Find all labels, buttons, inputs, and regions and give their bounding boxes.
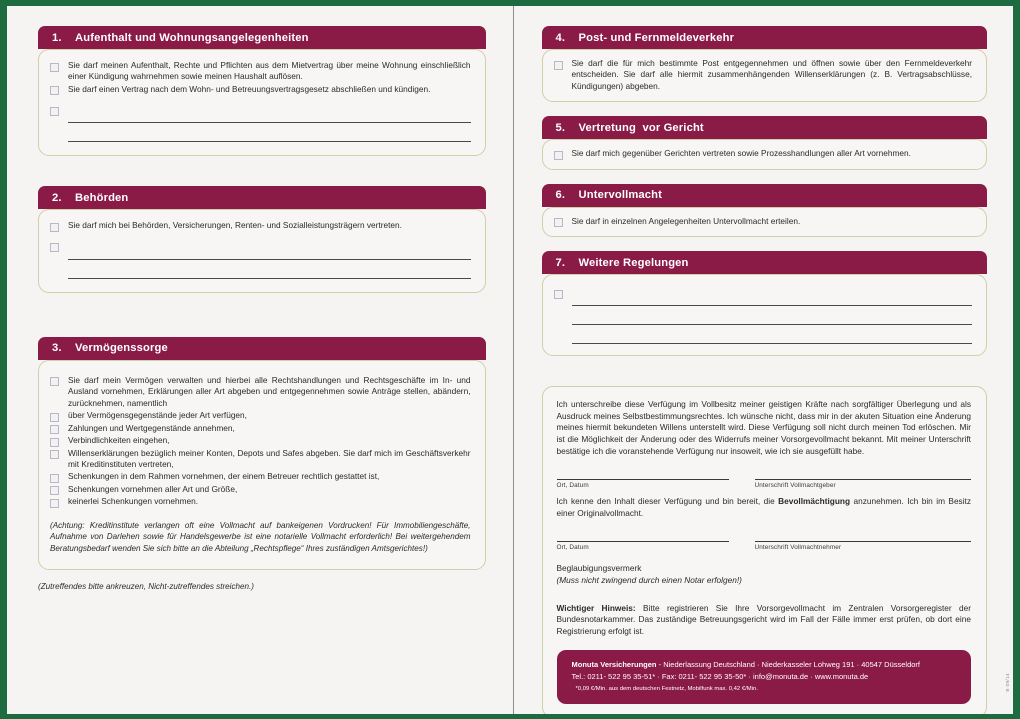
checkbox-label: keinerlei Schenkungen vornehmen.	[68, 496, 199, 507]
spacer	[542, 237, 988, 251]
brand-company: Monuta Versicherungen	[571, 660, 657, 670]
checkbox-row[interactable]	[50, 423, 471, 435]
brand-contact: Tel.: 0211- 522 95 35-51* · Fax: 0211- 522 95 35-50* · info@monuta.de · www.monuta.de	[571, 672, 869, 682]
checkbox[interactable]	[50, 377, 59, 386]
section-1-title: Aufenthalt und Wohnungsangelegenheiten	[75, 31, 309, 44]
section-2-card	[38, 209, 486, 293]
section-2-header	[38, 186, 486, 209]
checkbox[interactable]	[554, 151, 563, 160]
checkbox-label: Sie darf einen Vertrag nach dem Wohn- und Betreuungsvertragsgesetz abschließen und kündigen.	[68, 83, 431, 94]
edge-code: B 09/14	[1005, 673, 1010, 692]
signature-label: Unterschrift Vollmachtgeber	[754, 482, 836, 490]
section-5-title: Vertretung vor Gericht	[578, 121, 704, 134]
certification-note: (Muss nicht zwingend durch einen Notar erfolgen!)	[556, 574, 742, 585]
section-3-note: (Achtung: Kreditinstitute verlangen oft eine Vollmacht auf bankeigenen Vordrucken! Für Immobiliengeschäfte, Aufnahme von Darlehen sowie für Handelsgewerbe ist eine notarielle Vollmacht erforderlich! Bei weitergehendem Beratungsbedarf wenden Sie sich bitte an die Abteilung „Rechtspflege“ Ihres zuständigen Amtsgerichtes!)	[50, 520, 471, 554]
checkbox-label: Sie darf mein Vermögen verwalten und hierbei alle Rechtshandlungen und Rechtsgeschäfte im In- und Ausland vornehmen, Erklärungen aller Art abgeben und entgegennehmen sowie Anträge stellen, abändern, zurücknehmen, namentlich	[68, 374, 471, 408]
section-5-number: 5.	[555, 121, 566, 134]
checkbox-row[interactable]	[50, 496, 471, 508]
write-in-row[interactable]	[50, 104, 471, 142]
checkbox-row[interactable]	[50, 484, 471, 496]
section-7	[542, 251, 988, 356]
section-4-title: Post- und Fernmeldeverkehr	[578, 31, 735, 44]
section-4-number: 4.	[555, 31, 566, 44]
section-3	[38, 337, 486, 570]
brand-footer	[557, 650, 972, 704]
section-6-card	[542, 207, 988, 238]
signature-block-2	[557, 541, 972, 551]
spacer	[542, 170, 988, 184]
checkbox-row[interactable]	[50, 220, 471, 232]
write-in-row[interactable]	[50, 241, 471, 279]
checkbox-label: Schenkungen in dem Rahmen vornehmen, der einem Betreuer rechtlich gestattet ist,	[68, 471, 380, 482]
signature-field-attorney[interactable]	[755, 541, 972, 551]
checkbox-row[interactable]	[554, 216, 973, 228]
spacer	[542, 356, 988, 386]
checkbox-label: über Vermögensgegenstände jeder Art verfügen,	[68, 410, 247, 421]
declaration-paragraph-2-pre: Ich kenne den Inhalt dieser Verfügung und bin bereit, die	[556, 496, 779, 507]
brand-footnote: *0,09 €/Min. aus dem deutschen Festnetz, Mobilfunk max. 0,42 €/Min.	[575, 686, 758, 693]
brand-address-line	[572, 659, 958, 671]
signature-rule	[755, 541, 972, 542]
write-in-line[interactable]	[68, 241, 471, 260]
checkbox[interactable]	[50, 223, 59, 232]
important-notice-text: Bitte registrieren Sie Ihre Vorsorgevollmacht im Zentralen Vorsorgeregister der Bundesnotarkammer. Das zuständige Betreuungsgericht wird im Fall der Fälle immer erst prüfen, ob dort eine Registrierung erfolgt ist.	[556, 602, 971, 636]
document-sheet	[7, 6, 1013, 714]
section-3-number: 3.	[52, 342, 62, 355]
checkbox-row[interactable]	[50, 84, 471, 96]
section-3-card	[38, 360, 486, 570]
checkbox[interactable]	[50, 243, 59, 252]
checkbox-label: Zahlungen und Wertgegenstände annehmen,	[68, 422, 235, 433]
checkbox[interactable]	[554, 218, 563, 227]
important-notice-label: Wichtiger Hinweis:	[556, 602, 636, 613]
spacer	[542, 102, 988, 116]
checkbox[interactable]	[50, 425, 59, 434]
checkbox-row[interactable]	[50, 471, 471, 483]
write-in-lines[interactable]	[68, 241, 471, 279]
checkbox-label: Willenserklärungen bezüglich meiner Konten, Depots und Safes abgeben. Sie darf mich im Geschäftsverkehr mit Kreditinstituten vertreten,	[68, 447, 471, 469]
signature-field-place-date-1[interactable]	[557, 479, 729, 489]
checkbox-label: Sie darf mich gegenüber Gerichten vertreten sowie Prozesshandlungen aller Art vornehmen.	[571, 148, 911, 159]
checkbox-row[interactable]	[50, 410, 471, 422]
checkbox-row[interactable]	[554, 58, 973, 92]
signature-field-grantor[interactable]	[755, 479, 972, 489]
checkbox-label: Sie darf in einzelnen Angelegenheiten Untervollmacht erteilen.	[571, 215, 801, 226]
section-2-title: Behörden	[75, 191, 129, 204]
write-in-line[interactable]	[572, 287, 973, 306]
signature-block-1	[557, 479, 972, 489]
checkbox-label: Schenkungen vornehmen aller Art und Größe,	[68, 483, 238, 494]
section-1-number: 1.	[52, 31, 62, 44]
checkbox-label: Sie darf die für mich bestimmte Post entgegennehmen und öffnen sowie über den Fernmeldeverkehr entscheiden. Sie darf alle hiermit zusammenhängenden Willenserklärungen (z. B. Vertragsabschlüsse, Kündigungen) abgeben.	[571, 58, 972, 91]
checkbox[interactable]	[50, 107, 59, 116]
declaration-paragraph-2-bold: Bevollmächtigung	[778, 496, 851, 507]
checkbox[interactable]	[50, 499, 59, 508]
section-6-header	[542, 184, 988, 207]
section-6-number: 6.	[555, 189, 566, 202]
left-page-column	[7, 6, 511, 714]
section-7-title: Weitere Regelungen	[578, 256, 689, 269]
section-1	[38, 26, 486, 156]
signature-rule	[557, 541, 729, 542]
checkbox[interactable]	[50, 63, 59, 72]
section-5-card	[542, 139, 988, 170]
write-in-line[interactable]	[68, 104, 471, 123]
checkbox-row[interactable]	[50, 60, 471, 83]
declaration-card	[542, 386, 988, 714]
section-4-header	[542, 26, 988, 49]
checkbox[interactable]	[50, 413, 59, 422]
checkbox-row[interactable]	[50, 375, 471, 409]
brand-address: - Niederlassung Deutschland · Niederkasseler Lohweg 191 · 40547 Düsseldorf	[656, 660, 921, 670]
right-page-column	[511, 6, 1014, 714]
section-5	[542, 116, 988, 170]
write-in-line[interactable]	[572, 325, 973, 344]
section-5-header	[542, 116, 988, 139]
write-in-line[interactable]	[68, 260, 471, 279]
section-3-title: Vermögenssorge	[75, 342, 168, 355]
write-in-row[interactable]	[554, 287, 973, 344]
write-in-line[interactable]	[68, 123, 471, 142]
checkbox-label: Verbindlichkeiten eingehen,	[68, 435, 170, 446]
checkbox[interactable]	[50, 86, 59, 95]
section-4-card	[542, 49, 988, 102]
certification-block	[557, 563, 972, 586]
signature-label: Unterschrift Vollmachtnehmer	[754, 544, 842, 552]
section-2-number: 2.	[52, 191, 62, 204]
write-in-line[interactable]	[572, 306, 973, 325]
signature-label: Ort, Datum	[556, 482, 589, 490]
spacer	[38, 156, 486, 186]
section-2	[38, 186, 486, 293]
section-3-header	[38, 337, 486, 360]
section-1-card	[38, 49, 486, 156]
checkbox-row[interactable]	[554, 148, 973, 160]
declaration-paragraph-2-post: anzunehmen. Ich bin im Besitz einer Originalvollmacht.	[556, 496, 972, 518]
write-in-lines[interactable]	[68, 104, 471, 142]
section-1-header	[38, 26, 486, 49]
section-6	[542, 184, 988, 238]
important-notice	[557, 603, 972, 638]
section-7-number: 7.	[555, 256, 566, 269]
section-4	[542, 26, 988, 102]
write-in-lines[interactable]	[572, 287, 973, 344]
checkbox-row[interactable]	[50, 448, 471, 471]
checkbox-label: Sie darf meinen Aufenthalt, Rechte und Pflichten aus dem Mietvertrag über meine Wohnung einschließlich einer Kündigung wahrnehmen sowie meinen Haushalt auflösen.	[68, 60, 471, 82]
checkbox[interactable]	[554, 290, 563, 299]
checkbox[interactable]	[50, 474, 59, 483]
signature-rule	[755, 479, 972, 480]
section-7-card	[542, 274, 988, 356]
signature-rule	[557, 479, 729, 480]
section-6-title: Untervollmacht	[578, 189, 663, 202]
section-7-header	[542, 251, 988, 274]
signature-field-place-date-2[interactable]	[557, 541, 729, 551]
signature-label: Ort, Datum	[556, 544, 589, 552]
certification-title: Beglaubigungsvermerk	[556, 563, 642, 574]
checkbox[interactable]	[50, 450, 59, 459]
checkbox[interactable]	[50, 438, 59, 447]
declaration-paragraph-2	[557, 496, 972, 519]
declaration-paragraph-1: Ich unterschreibe diese Verfügung im Vollbesitz meiner geistigen Kräfte nach sorgfältiger Überlegung und als Ausdruck meines Selbstbestimmungsrechtes. Ich wünsche nicht, dass mir in der akuten Situation eine Änderung meines hiermit bekundeten Willens unterstellt wird. Diese Verfügung soll nicht durch meinen Tod erlöschen. Mir ist die Möglichkeit der Änderung oder des Widerrufs meiner Vorsorgevollmacht bekannt. Mit meiner Unterschrift bestätige ich die voranstehende Verfügung nur insoweit, wie ich sie ausgefüllt habe.	[556, 399, 971, 456]
checkbox[interactable]	[50, 486, 59, 495]
page-fold-divider	[513, 6, 514, 714]
checkbox[interactable]	[554, 61, 563, 70]
checkbox-row[interactable]	[50, 435, 471, 447]
spacer	[38, 293, 486, 337]
checkbox-label: Sie darf mich bei Behörden, Versicherungen, Renten- und Sozialleistungsträgern vertreten.	[68, 220, 402, 231]
left-footer-note: (Zutreffendes bitte ankreuzen, Nicht-zutreffendes streichen.)	[38, 581, 254, 591]
